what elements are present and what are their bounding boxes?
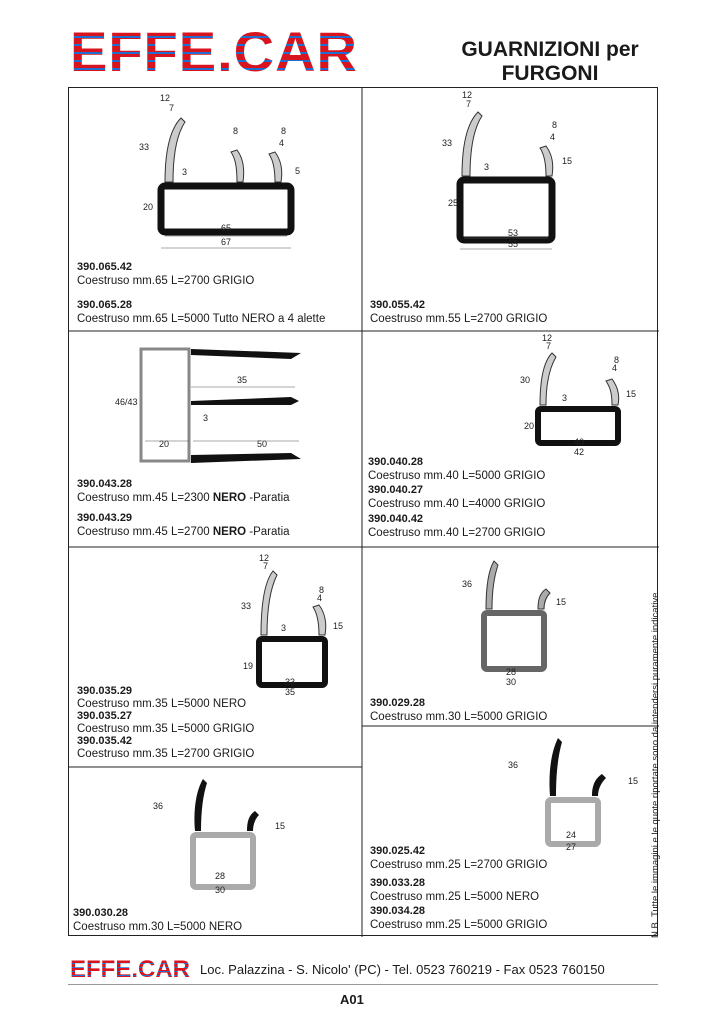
dim-label: 8 [614,355,620,365]
product-description: Coestruso mm.30 L=5000 NERO [73,921,243,933]
product-code: 390.030.28 [73,907,129,919]
dim-label: 30 [215,885,226,895]
profile-drawing-25 [362,726,659,856]
dim-label: 50 [257,439,268,449]
dim-label: 15 [275,821,286,831]
dim-label: 36 [462,579,473,589]
product-description: Coestruso mm.40 L=2700 GRIGIO [368,527,546,539]
dim-label: 46/43 [115,397,138,407]
product-description: Coestruso mm.55 L=2700 GRIGIO [370,313,548,325]
dim-label: 20 [524,421,535,431]
dim-label: 33 [241,601,252,611]
dim-label: 3 [182,167,188,177]
dim-label: 15 [626,389,637,399]
footer-logo: EFFE.CAR [70,956,190,983]
product-description: Coestruso mm.25 L=2700 GRIGIO [370,859,548,871]
dim-label: 4 [317,593,323,603]
cell-390-065 [69,88,362,331]
dim-label: 8 [552,120,558,130]
product-entry [370,876,539,904]
dim-label: 8 [233,126,239,136]
product-description: Coestruso mm.35 L=5000 GRIGIO [77,722,255,735]
profile-drawing-45 [69,331,362,471]
product-code: 390.035.27 [77,710,133,722]
product-description [77,525,290,539]
product-entry [77,477,290,505]
dim-label: 4 [612,363,618,373]
product-description: Coestruso mm.25 L=5000 NERO [370,891,540,903]
product-entry [73,906,242,934]
desc-bold: NERO [212,526,247,538]
desc-text: Coestruso mm.45 L=2700 [77,526,213,538]
profile-drawing-35 [69,547,362,697]
dim-label: 12 [160,93,171,103]
dim-label: 25 [448,198,459,208]
dim-label: 15 [556,597,567,607]
dim-label: 30 [520,375,531,385]
dim-label: 7 [546,341,552,351]
dim-label: 20 [159,439,170,449]
product-description: Coestruso mm.30 L=5000 GRIGIO [370,711,548,723]
product-code: 390.040.42 [368,513,424,525]
cell-390-030 [69,767,362,937]
product-code: 390.043.29 [77,512,133,524]
footer-divider [68,984,658,985]
product-description [77,491,290,505]
cell-390-035 [69,547,362,767]
product-code: 390.035.29 [77,685,133,697]
product-description: Coestruso mm.40 L=4000 GRIGIO [368,498,546,510]
dim-label: 20 [143,202,154,212]
product-code: 390.055.42 [370,299,426,311]
dim-label: 12 [259,553,270,563]
product-entry [370,696,547,724]
cell-390-025 [362,726,659,937]
product-entry [370,904,547,932]
product-code: 390.029.28 [370,697,426,709]
product-entry [77,735,254,760]
dim-label: 19 [243,661,254,671]
product-entry [77,511,290,539]
product-entry [77,298,325,326]
product-code: 390.025.42 [370,845,426,857]
product-description: Coestruso mm.40 L=5000 GRIGIO [368,470,546,482]
dim-label: 12 [542,333,553,343]
product-entry [368,483,545,511]
cell-390-043 [69,331,362,547]
dim-label: 15 [628,776,639,786]
product-code: 390.065.28 [77,299,133,311]
dim-label: 8 [319,585,325,595]
product-entry [370,844,547,872]
dim-label: 28 [506,667,517,677]
product-code: 390.043.28 [77,478,133,490]
product-entry [77,685,246,710]
product-entry [370,298,547,326]
profile-drawing-40 [362,331,659,456]
profile-drawing-30n [69,767,362,897]
product-code: 390.040.27 [368,484,424,496]
product-description: Coestruso mm.35 L=5000 NERO [77,697,247,710]
title-line-2: FURGONI [501,62,599,85]
desc-bold: NERO [212,492,247,504]
product-code: 390.034.28 [370,905,426,917]
dim-label: 3 [484,162,490,172]
dim-label: 5 [295,166,301,176]
dim-label: 33 [442,138,453,148]
dim-label: 67 [221,237,232,247]
dim-label: 8 [281,126,287,136]
product-description: Coestruso mm.65 L=5000 Tutto NERO a 4 alette [77,313,326,325]
dim-label: 3 [203,413,209,423]
product-entry [368,512,545,540]
dim-label: 36 [508,760,519,770]
dim-label: 15 [562,156,573,166]
brand-logo: EFFE.CAR [70,20,358,83]
desc-text: -Paratia [246,526,290,538]
product-code: 390.040.28 [368,456,424,468]
dim-label: 3 [281,623,287,633]
product-code: 390.035.42 [77,735,133,747]
product-description: Coestruso mm.25 L=5000 GRIGIO [370,919,548,931]
product-grid [68,87,658,936]
cell-390-040 [362,331,659,547]
dim-label: 15 [333,621,344,631]
product-entry [368,455,545,483]
cell-390-029 [362,547,659,726]
profile-drawing-30g [362,547,659,687]
disclaimer-note: N.B. Tutte le immagini e le quote riportate sono da intendersi puramente indicative [650,592,661,938]
product-description: Coestruso mm.65 L=2700 GRIGIO [77,275,255,287]
dim-label: 7 [169,103,175,113]
dim-label: 53 [508,228,519,238]
desc-text: Coestruso mm.45 L=2300 [77,492,213,504]
profile-drawing-65 [69,88,362,258]
dim-label: 24 [566,830,577,840]
dim-label: 65 [221,223,232,233]
page-title [440,38,660,86]
desc-text: -Paratia [246,492,290,504]
dim-label: 27 [566,842,577,852]
dim-label: 3 [562,393,568,403]
product-entry [77,710,254,735]
dim-label: 33 [139,142,150,152]
dim-label: 4 [550,132,556,142]
dim-label: 42 [574,447,585,456]
product-code: 390.033.28 [370,877,426,889]
product-code: 390.065.42 [77,261,133,273]
dim-label: 7 [466,99,472,109]
dim-label: 55 [508,239,519,249]
dim-label: 30 [506,677,517,687]
dim-label: 40 [574,437,585,447]
dim-label: 35 [237,375,248,385]
dim-label: 36 [153,801,164,811]
dim-label: 28 [215,871,226,881]
dim-label: 12 [462,90,473,100]
product-description: Coestruso mm.35 L=2700 GRIGIO [77,747,255,760]
product-entry [77,260,254,288]
dim-label: 35 [285,687,296,697]
footer-address: Loc. Palazzina - S. Nicolo' (PC) - Tel. 0523 760219 - Fax 0523 760150 [200,962,605,977]
profile-drawing-55 [362,88,659,258]
dim-label: 33 [285,677,296,687]
page-number: A01 [340,992,364,1007]
cell-390-055 [362,88,659,331]
dim-label: 4 [279,138,285,148]
title-line-1: GUARNIZIONI per [461,38,639,61]
dim-label: 7 [263,561,269,571]
